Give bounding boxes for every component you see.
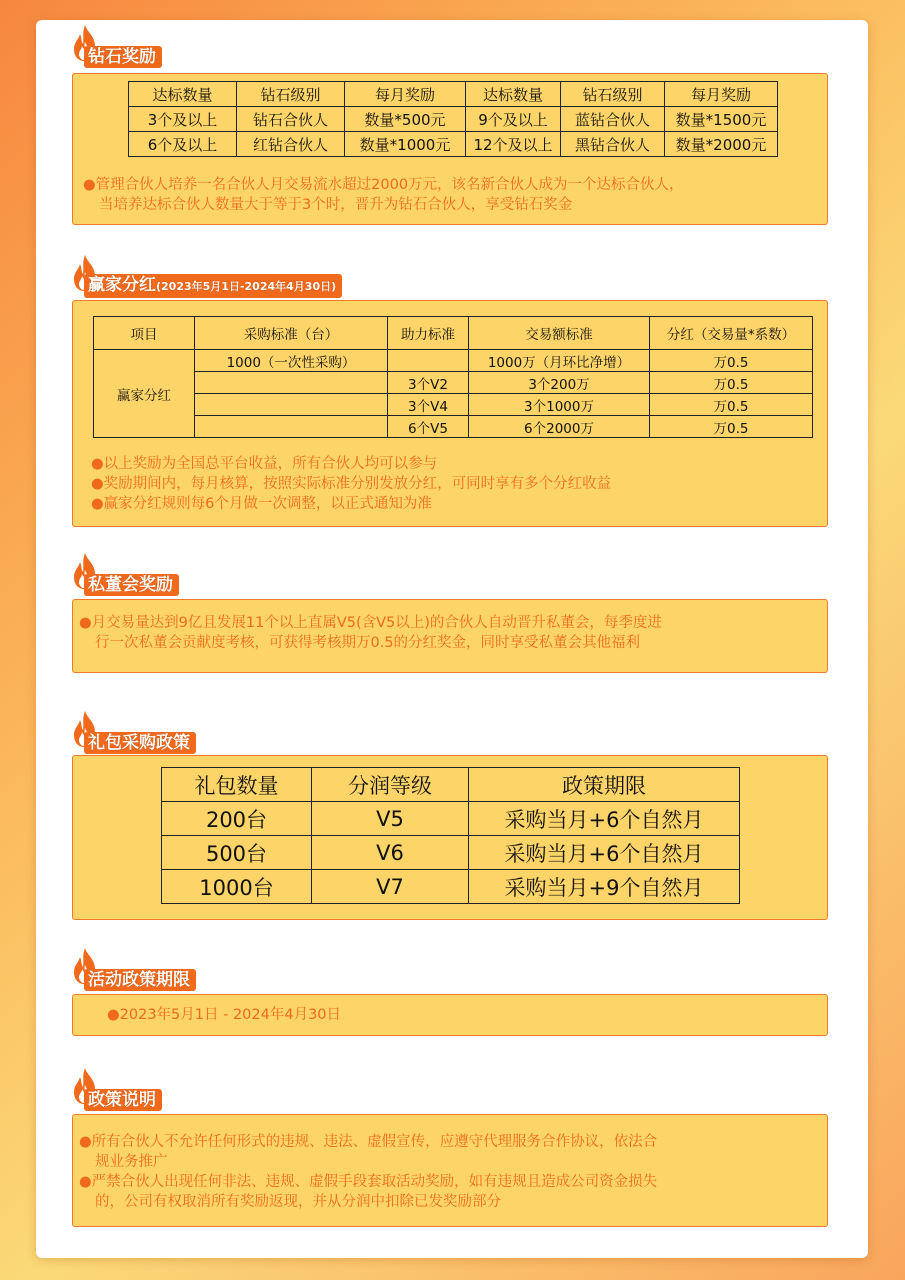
note-line: 的，公司有权取消所有奖励返现，并从分润中扣除已发奖励部分 [95,1194,501,1210]
table-cell: 3个及以上 [129,107,237,132]
period-text: ●2023年5月1日 - 2024年4月30日 [107,1007,342,1023]
diamond-note [83,175,684,215]
section-title-gift [72,730,196,754]
table-header-cell: 交易额标准 [469,317,650,350]
section-title-diamond [72,44,162,68]
table-cell [388,350,469,372]
dividend-subtitle: (2023年5月1日-2024年4月30日) [156,280,337,293]
table-header-cell: 达标数量 [129,82,237,107]
note-line: ●管理合伙人培养一名合伙人月交易流水超过2000万元，该名新合伙人成为一个达标合伙人， [83,177,684,193]
table-cell: 钻石合伙人 [237,107,345,132]
note-line: ●赢家分红规则每6个月做一次调整，以正式通知为准 [91,496,432,512]
table-cell: 蓝钻合伙人 [561,107,665,132]
board-panel [72,599,828,673]
table-cell: 数量*500元 [345,107,466,132]
policy-panel [72,1114,828,1227]
table-header-cell: 项目 [94,317,195,350]
gift-table [161,767,740,904]
table-cell: 万0.5 [650,394,813,416]
period-title: 活动政策期限 [84,969,196,991]
table-cell: 3个1000万 [469,394,650,416]
period-panel [72,994,828,1036]
table-cell: 黑钻合伙人 [561,132,665,157]
table-cell [195,416,388,438]
table-cell: 数量*1000元 [345,132,466,157]
dividend-title [84,274,342,298]
table-cell [195,372,388,394]
table-header-cell: 采购标准（台） [195,317,388,350]
section-title-dividend [72,274,342,298]
table-cell: 6个及以上 [129,132,237,157]
table-cell: 3个V4 [388,394,469,416]
note-line: ●所有合伙人不允许任何形式的违规、违法、虚假宣传，应遵守代理服务合作协议，依法合 [79,1134,658,1150]
table-cell: 6个2000万 [469,416,650,438]
table-row [129,82,778,107]
table-cell: 9个及以上 [466,107,561,132]
board-title: 私董会奖励 [84,574,179,596]
table-row [162,802,740,836]
table-cell: 3个200万 [469,372,650,394]
table-cell: 万0.5 [650,350,813,372]
table-cell: 采购当月+6个自然月 [469,802,740,836]
table-cell: 红钻合伙人 [237,132,345,157]
note-line: ●奖励期间内，每月核算，按照实际标准分别发放分红，可同时享有多个分红收益 [91,476,612,492]
table-header-cell: 钻石级别 [561,82,665,107]
policy-title: 政策说明 [84,1089,162,1111]
diamond-panel [72,73,828,225]
gift-title: 礼包采购政策 [84,732,196,754]
table-row [162,768,740,802]
table-row [94,317,813,350]
diamond-table [128,81,778,157]
table-header-cell: 助力标准 [388,317,469,350]
table-cell: 采购当月+6个自然月 [469,836,740,870]
table-row [129,132,778,157]
table-header-cell: 达标数量 [466,82,561,107]
table-header-cell: 每月奖励 [665,82,778,107]
section-title-board [72,572,179,596]
table-header-cell: 每月奖励 [345,82,466,107]
policy-notes [79,1132,657,1212]
section-title-period [72,967,196,991]
note-line: ●严禁合伙人出现任何非法、违规、虚假手段套取活动奖励，如有违规且造成公司资金损失 [79,1174,658,1190]
table-row [94,372,813,394]
table-cell: V7 [312,870,469,904]
diamond-title: 钻石奖励 [84,46,162,68]
dividend-notes [91,454,611,514]
table-header-cell: 礼包数量 [162,768,312,802]
table-header-cell: 分红（交易量*系数） [650,317,813,350]
table-row [94,394,813,416]
table-cell: 3个V2 [388,372,469,394]
table-cell: 6个V5 [388,416,469,438]
note-line: 当培养达标合伙人数量大于等于3个时，晋升为钻石合伙人，享受钻石奖金 [99,197,573,213]
gift-panel [72,755,828,920]
table-cell: 数量*2000元 [665,132,778,157]
table-cell: 赢家分红 [94,350,195,438]
table-header-cell: 政策期限 [469,768,740,802]
note-line: ●月交易量达到9亿且发展11个以上直属V5(含V5以上)的合伙人自动晋升私董会，每季度进 [79,615,662,631]
table-cell: 1000（一次性采购） [195,350,388,372]
table-cell: 数量*1500元 [665,107,778,132]
table-cell: 500台 [162,836,312,870]
dividend-table [93,316,813,438]
table-cell: 1000万（月环比净增） [469,350,650,372]
note-line: 行一次私董会贡献度考核，可获得考核期万0.5的分红奖金，同时享受私董会其他福利 [95,635,641,651]
section-title-policy [72,1087,162,1111]
table-cell: V5 [312,802,469,836]
table-row [94,416,813,438]
table-header-cell: 分润等级 [312,768,469,802]
table-row [94,350,813,372]
table-row [162,870,740,904]
table-row [162,836,740,870]
table-row [129,107,778,132]
board-note [79,613,662,653]
note-line: 规业务推广 [95,1154,168,1170]
note-line: ●以上奖励为全国总平台收益，所有合伙人均可以参与 [91,456,438,472]
dividend-panel [72,300,828,527]
table-cell: V6 [312,836,469,870]
dividend-title-text: 赢家分红 [88,275,156,295]
table-cell: 采购当月+9个自然月 [469,870,740,904]
table-cell: 1000台 [162,870,312,904]
table-cell: 200台 [162,802,312,836]
table-cell: 万0.5 [650,372,813,394]
table-cell: 万0.5 [650,416,813,438]
table-cell [195,394,388,416]
table-cell: 12个及以上 [466,132,561,157]
table-header-cell: 钻石级别 [237,82,345,107]
